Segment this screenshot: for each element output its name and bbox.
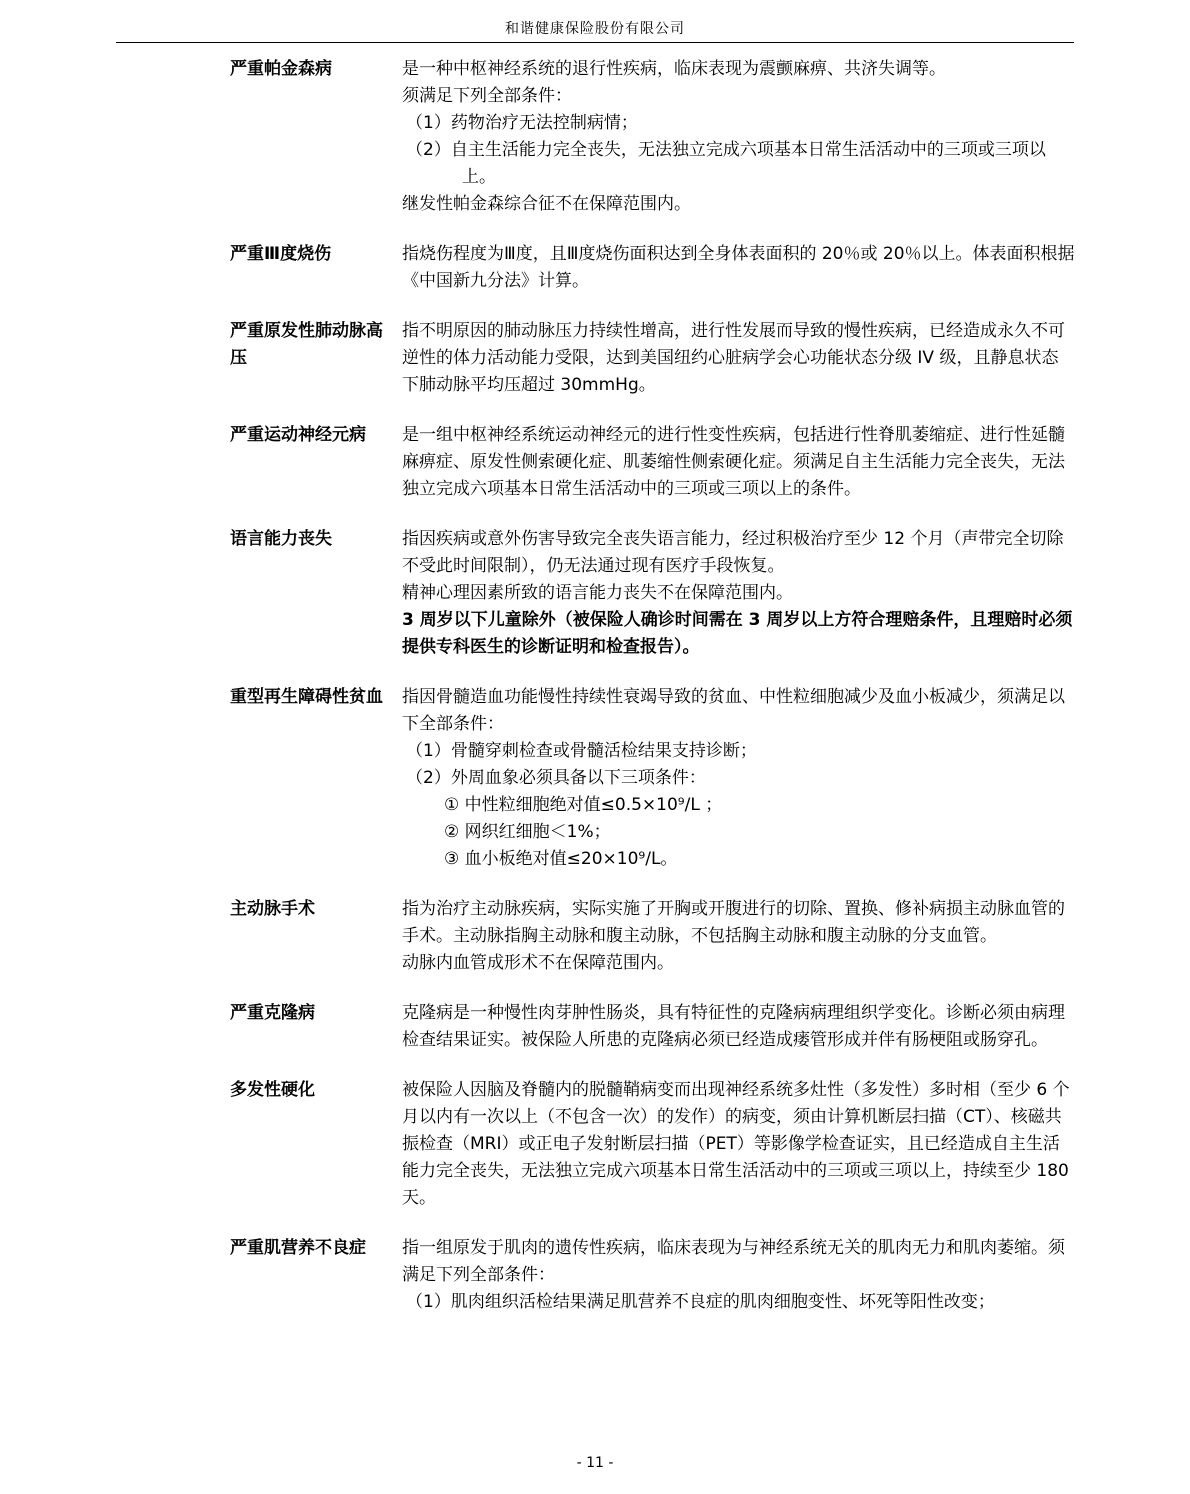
definition-line: 是一组中枢神经系统运动神经元的进行性变性疾病，包括进行性脊肌萎缩症、进行性延髓麻痹症、原发性侧索硬化症、肌萎缩性侧索硬化症。须满足自主生活能力完全丧失，无法独立完成六项基本日常生活活动中的三项或三项以上的条件。 <box>402 425 1065 499</box>
definition-line: 指因疾病或意外伤害导致完全丧失语言能力，经过积极治疗至少 12 个月（声带完全切除不受此时间限制），仍无法通过现有医疗手段恢复。 <box>402 529 1064 576</box>
definition-text <box>402 1235 1075 1316</box>
definition-line: （2）外周血象必须具备以下三项条件： <box>406 768 706 788</box>
definition-line: 是一种中枢神经系统的退行性疾病，临床表现为震颤麻痹、共济失调等。 <box>402 59 946 79</box>
definition-term: 多发性硬化 <box>230 1080 315 1100</box>
definition-line: 动脉内血管成形术不在保障范围内。 <box>402 953 674 973</box>
definition-term: 严重肌营养不良症 <box>230 1238 366 1258</box>
definition-line: 指一组原发于肌肉的遗传性疾病，临床表现为与神经系统无关的肌肉无力和肌肉萎缩。须满足下列全部条件： <box>402 1238 1065 1285</box>
definition-line: 指为治疗主动脉疾病，实际实施了开胸或开腹进行的切除、置换、修补病损主动脉血管的手术。主动脉指胸主动脉和腹主动脉，不包括胸主动脉和腹主动脉的分支血管。 <box>402 899 1065 946</box>
definition-entry <box>230 896 1075 977</box>
definition-line: （1）药物治疗无法控制病情； <box>406 113 638 133</box>
definition-term: 严重克隆病 <box>230 1003 315 1023</box>
definition-term: 语言能力丧失 <box>230 529 332 549</box>
page-number: - 11 - <box>576 1455 614 1471</box>
definition-term: 严重运动神经元病 <box>230 425 366 445</box>
definition-term: 严重Ⅲ度烧伤 <box>230 244 332 264</box>
definition-entry <box>230 318 1075 399</box>
definition-text <box>402 318 1075 399</box>
definition-line: ① 中性粒细胞绝对值≤0.5×10⁹/L ； <box>444 795 723 815</box>
definition-term: 严重原发性肺动脉高压 <box>230 321 383 368</box>
definition-line: 指烧伤程度为Ⅲ度，且Ⅲ度烧伤面积达到全身体表面积的 20％或 20％以上。体表面积根据 《中国新九分法》计算。 <box>402 244 1075 291</box>
definition-line: 被保险人因脑及脊髓内的脱髓鞘病变而出现神经系统多灶性（多发性）多时相（至少 6 个月以内有一次以上（不包含一次）的发作）的病变，须由计算机断层扫描（CT）、核磁共振检查（MRI）或正电子发射断层扫描（PET）等影像学检查证实，且已经造成自主生活能力完全丧失，无法独立完成六项基本日常生活活动中的三项或三项以上，持续至少 180 天。 <box>402 1080 1070 1208</box>
definition-line: 克隆病是一种慢性肉芽肿性肠炎，具有特征性的克隆病病理组织学变化。诊断必须由病理检查结果证实。被保险人所患的克隆病必须已经造成瘘管形成并伴有肠梗阻或肠穿孔。 <box>402 1003 1065 1050</box>
definition-text <box>402 241 1075 295</box>
definition-entry <box>230 56 1075 218</box>
definition-line: 指因骨髓造血功能慢性持续性衰竭导致的贫血、中性粒细胞减少及血小板减少，须满足以下全部条件： <box>402 687 1065 734</box>
definition-text <box>402 422 1075 503</box>
definition-entry <box>230 422 1075 503</box>
definition-line: ② 网织红细胞＜1%； <box>444 822 611 842</box>
definition-line: 须满足下列全部条件： <box>402 86 572 106</box>
definition-text <box>402 1077 1075 1212</box>
page-header: 和谐健康保险股份有限公司 <box>505 21 685 37</box>
definition-line: 精神心理因素所致的语言能力丧失不在保障范围内。 <box>402 583 793 603</box>
definition-entry <box>230 241 1075 295</box>
definition-text <box>402 526 1075 661</box>
definition-entry <box>230 1235 1075 1316</box>
definition-line: （2）自主生活能力完全丧失，无法独立完成六项基本日常生活活动中的三项或三项以上。 <box>406 140 1046 187</box>
definition-line: 继发性帕金森综合征不在保障范围内。 <box>402 194 691 214</box>
header-rule <box>116 42 1074 43</box>
document-body <box>230 56 1075 1339</box>
definition-line: （1）骨髓穿刺检查或骨髓活检结果支持诊断； <box>406 741 757 761</box>
definition-entry <box>230 1000 1075 1054</box>
definition-text <box>402 684 1075 873</box>
definition-entry <box>230 526 1075 661</box>
definition-entry <box>230 684 1075 873</box>
definition-line: 指不明原因的肺动脉压力持续性增高，进行性发展而导致的慢性疾病，已经造成永久不可逆性的体力活动能力受限，达到美国纽约心脏病学会心功能状态分级 IV 级，且静息状态下肺动脉平均压超过 30mmHg。 <box>402 321 1065 395</box>
definition-text <box>402 56 1075 218</box>
definition-term: 重型再生障碍性贫血 <box>230 687 383 707</box>
definition-entry <box>230 1077 1075 1212</box>
definition-text <box>402 1000 1075 1054</box>
definition-term: 严重帕金森病 <box>230 59 332 79</box>
definition-term: 主动脉手术 <box>230 899 315 919</box>
definition-line: 3 周岁以下儿童除外（被保险人确诊时间需在 3 周岁以上方符合理赔条件，且理赔时必须提供专科医生的诊断证明和检查报告）。 <box>402 610 1073 657</box>
definition-text <box>402 896 1075 977</box>
definition-line: ③ 血小板绝对值≤20×10⁹/L。 <box>444 849 678 869</box>
definition-line: （1）肌肉组织活检结果满足肌营养不良症的肌肉细胞变性、坏死等阳性改变； <box>406 1292 995 1312</box>
